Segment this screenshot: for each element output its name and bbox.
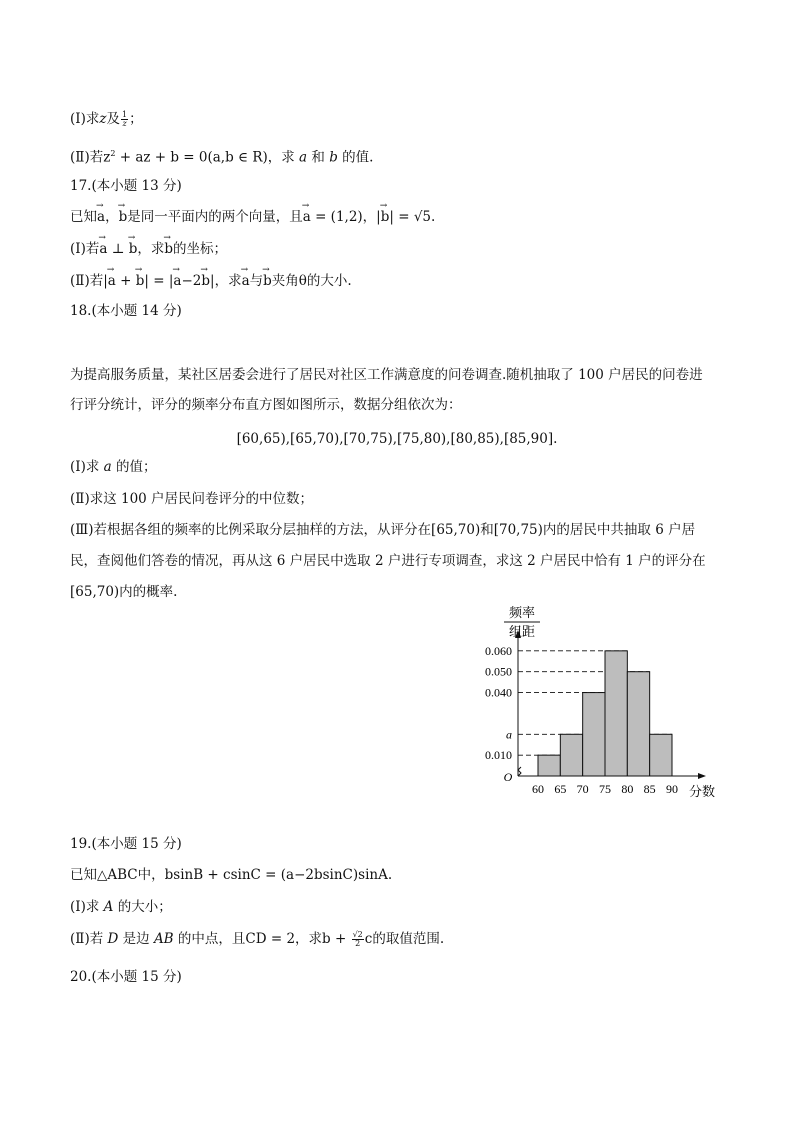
q18-intro-line2: 行评分统计，评分的频率分布直方图如图所示，数据分组依次为： xyxy=(70,397,462,413)
y-tick-label: 0.010 xyxy=(485,748,512,763)
q18-part1: (Ⅰ)求 a 的值； xyxy=(70,459,157,475)
x-tick-label: 75 xyxy=(599,782,611,796)
x-tick-label: 60 xyxy=(532,782,544,796)
q18-part3-line3: [65,70)内的概率. xyxy=(70,584,178,600)
histogram-bar xyxy=(538,755,560,776)
one-over-z-fraction: $\frac{1}{z}$ xyxy=(122,110,128,128)
sqrt2-over-2-fraction: $\frac{√2}{2}$ xyxy=(352,930,363,948)
q17-part2: (Ⅱ)若|→ a + → b| = |→ a−2→ b|，求→ a与→ b夹角θ的大小. xyxy=(70,272,352,290)
origin-label: O xyxy=(503,770,513,784)
q16-part1: (Ⅰ)求z及 $\frac{1}{z}$ ； xyxy=(70,110,143,128)
y-axis-label-numerator: 频率 xyxy=(508,605,536,620)
y-tick-label: 0.050 xyxy=(485,664,512,679)
q17-statement: 已知→ a，→ b是同一平面内的两个向量，且→ a = (1,2)，|→ b| = √5. xyxy=(70,208,435,226)
q18-part3-line2: 民，查阅他们答卷的情况，再从这 6 户居民中选取 2 户进行专项调查，求这 2 户居民中恰有 1 户的评分在 xyxy=(70,553,706,569)
q20-heading: 20.(本小题 15 分) xyxy=(70,969,182,985)
y-tick-label: 0.040 xyxy=(485,685,512,700)
y-tick-label: 0.060 xyxy=(485,643,512,658)
q18-heading: 18.(本小题 14 分) xyxy=(70,303,182,319)
q19-heading: 19.(本小题 15 分) xyxy=(70,836,182,852)
q17-heading: 17.(本小题 13 分) xyxy=(70,178,182,194)
x-tick-label: 80 xyxy=(621,782,634,796)
q18-groups: [60,65),[65,70),[70,75),[75,80),[80,85),[85,90]. xyxy=(236,431,558,447)
q19-statement: 已知△ABC中，bsinB + csinC = (a−2bsinC)sinA. xyxy=(70,867,393,883)
histogram-bar xyxy=(627,672,649,776)
frequency-histogram xyxy=(460,600,740,810)
q16-part2: (Ⅱ)若$z^2$ + az + b = 0(a,b ∈ R)，求 a 和 b 的值. xyxy=(70,149,374,166)
x-tick-label: 70 xyxy=(576,782,589,796)
q17-part1: (Ⅰ)若→ a ⊥ → b，求→ b的坐标； xyxy=(70,240,227,258)
x-axis-arrow xyxy=(698,773,706,779)
x-tick-label: 90 xyxy=(666,782,678,796)
x-axis-label: 分数 xyxy=(688,784,716,799)
x-tick-label: 85 xyxy=(643,782,656,796)
x-tick-label: 65 xyxy=(554,782,567,796)
q18-part3-line1: (Ⅲ)若根据各组的频率的比例采取分层抽样的方法，从评分在[65,70)和[70,75)内的居民中共抽取 6 户居 xyxy=(70,522,696,538)
y-tick-label: a xyxy=(506,727,512,742)
histogram-bar xyxy=(650,734,672,776)
q18-part2: (Ⅱ)求这 100 户居民问卷评分的中位数； xyxy=(70,491,314,507)
q19-part1: (Ⅰ)求 A 的大小； xyxy=(70,899,172,915)
q19-part2: (Ⅱ)若 D 是边 AB 的中点，且CD = 2，求b + $\frac{√2}{2}$ c的取值范围. xyxy=(70,930,445,948)
histogram-bar xyxy=(605,651,627,776)
q18-intro-line1: 为提高服务质量，某社区居委会进行了居民对社区工作满意度的问卷调查.随机抽取了 100 户居民的问卷进 xyxy=(70,367,703,383)
histogram-bar xyxy=(583,693,605,776)
y-axis-label-denominator: 组距 xyxy=(508,624,536,639)
histogram-bar xyxy=(560,734,582,776)
